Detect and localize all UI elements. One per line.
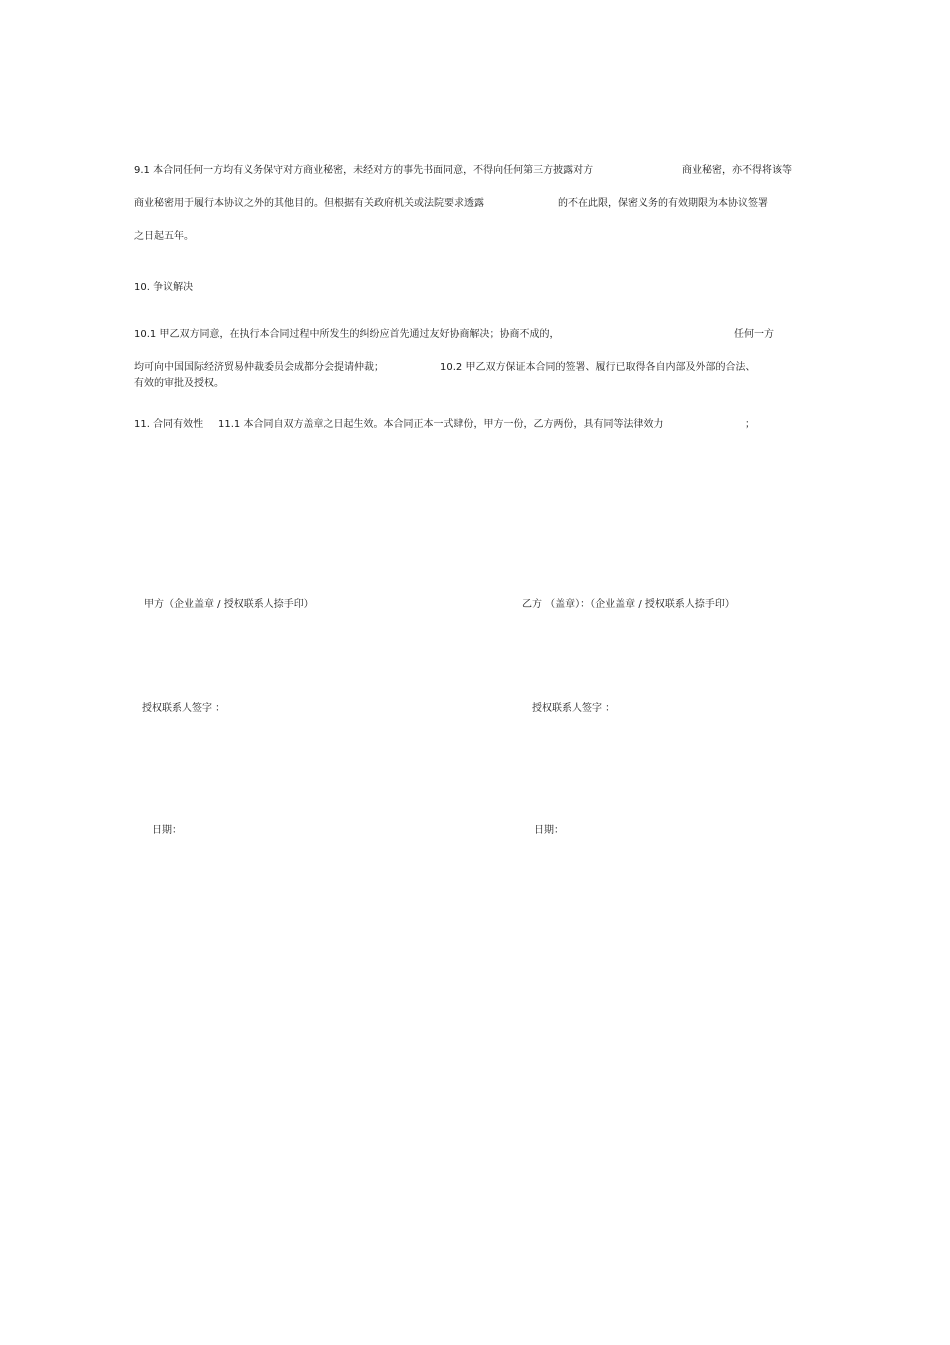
clause-11-heading: 11. 合同有效性 — [134, 419, 204, 430]
party-a-seal-label: 甲方（企业盖章 / 授权联系人捺手印） — [144, 599, 314, 610]
clause-9-1-line-1b: 商业秘密，亦不得将该等 — [682, 165, 792, 176]
party-b-signature-label: 授权联系人签字 ： — [532, 703, 616, 714]
clause-10-1-line-2a: 均可向中国国际经济贸易仲裁委员会成都分会提请仲裁； — [134, 362, 384, 373]
clause-10-2-line-2b: 10.2 甲乙双方保证本合同的签署、履行已取得各自内部及外部的合法、 — [440, 362, 756, 373]
clause-9-1-line-3: 之日起五年。 — [134, 231, 194, 242]
clause-9-1-line-1a: 9.1 本合同任何一方均有义务保守对方商业秘密，未经对方的事先书面同意，不得向任何第三方披露对方 — [134, 165, 594, 176]
clause-10-heading: 10. 争议解决 — [134, 282, 194, 293]
clause-10-2-line-3: 有效的审批及授权。 — [134, 378, 224, 389]
party-a-date-label: 日期： — [152, 825, 182, 836]
clause-11-1-text: 11.1 本合同自双方盖章之日起生效。本合同正本一式肆份，甲方一份，乙方两份，具有同等法律效力 — [218, 419, 664, 430]
clause-9-1-line-2b: 的不在此限，保密义务的有效期限为本协议签署 — [558, 198, 768, 209]
clause-11-1-semicolon: ； — [745, 419, 755, 430]
party-b-seal-label: 乙方 （盖章）：（企业盖章 / 授权联系人捺手印） — [522, 599, 735, 610]
clause-10-1-line-1a: 10.1 甲乙双方同意，在执行本合同过程中所发生的纠纷应首先通过友好协商解决；协商不成的， — [134, 329, 560, 340]
party-a-signature-label: 授权联系人签字 ： — [142, 703, 226, 714]
party-b-date-label: 日期： — [534, 825, 564, 836]
clause-10-1-line-1b: 任何一方 — [734, 329, 774, 340]
clause-9-1-line-2a: 商业秘密用于履行本协议之外的其他目的。但根据有关政府机关或法院要求透露 — [134, 198, 484, 209]
